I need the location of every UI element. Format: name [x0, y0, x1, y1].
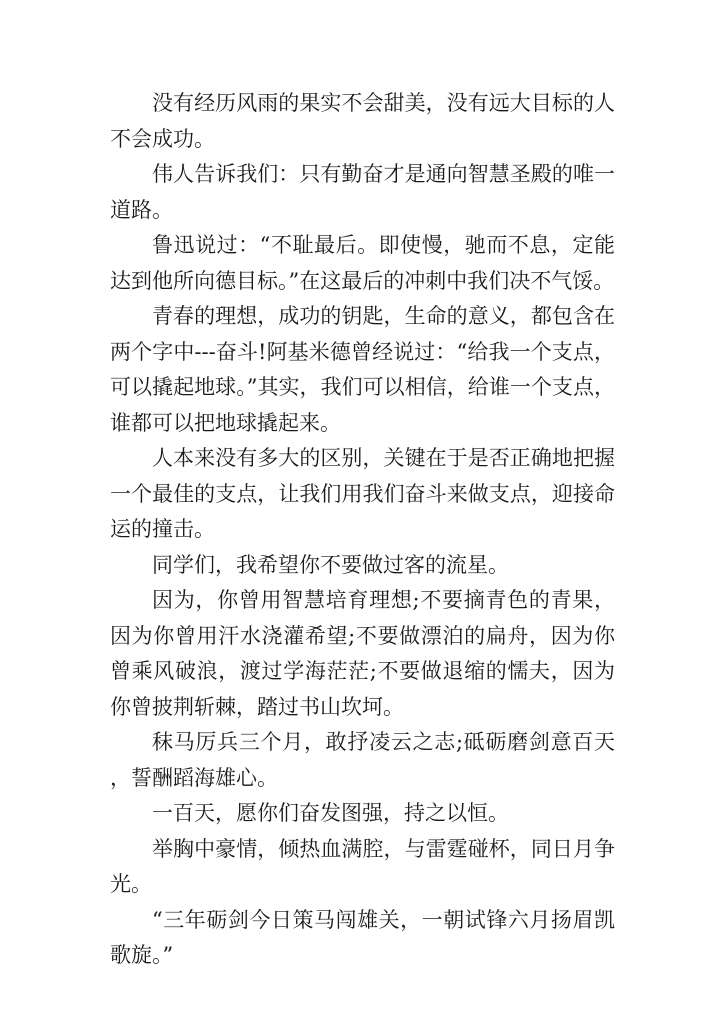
paragraph: 一百天，愿你们奋发图强，持之以恒。	[152, 801, 509, 825]
paragraph: 举胸中豪情，倾热血满腔，与雷霆碰杯，同日月争光。	[110, 836, 615, 896]
paragraph: 因为，你曾用智慧培育理想;不要摘青色的青果，因为你曾用汗水浇灌希望;不要做漂泊的扁舟，因为你曾乘风破浪，渡过学海茫茫;不要做退缩的懦夫，因为你曾披荆斩棘，踏过书山坎坷。	[110, 588, 615, 719]
document-page	[110, 86, 615, 974]
paragraph: 没有经历风雨的果实不会甜美，没有远大目标的人不会成功。	[110, 91, 615, 151]
paragraph: 伟人告诉我们：只有勤奋才是通向智慧圣殿的唯一道路。	[110, 162, 615, 222]
paragraph: 人本来没有多大的区别，关键在于是否正确地把握一个最佳的支点，让我们用我们奋斗来做支点，迎接命运的撞击。	[110, 446, 615, 541]
paragraph: 青春的理想，成功的钥匙，生命的意义，都包含在两个字中---奋斗!阿基米德曾经说过：“给我一个支点，可以撬起地球。”其实，我们可以相信，给谁一个支点，谁都可以把地球撬起来。	[110, 304, 615, 435]
paragraph: 秣马厉兵三个月，敢抒凌云之志;砥砺磨剑意百天，誓酬蹈海雄心。	[110, 730, 615, 790]
paragraph: 同学们，我希望你不要做过客的流星。	[152, 552, 509, 577]
paragraph: “三年砺剑今日策马闯雄关，一朝试锋六月扬眉凯歌旋。”	[110, 907, 615, 967]
paragraph: 鲁迅说过：“不耻最后。即使慢，驰而不息，定能达到他所向德目标。”在这最后的冲刺中我们决不气馁。	[110, 233, 615, 293]
